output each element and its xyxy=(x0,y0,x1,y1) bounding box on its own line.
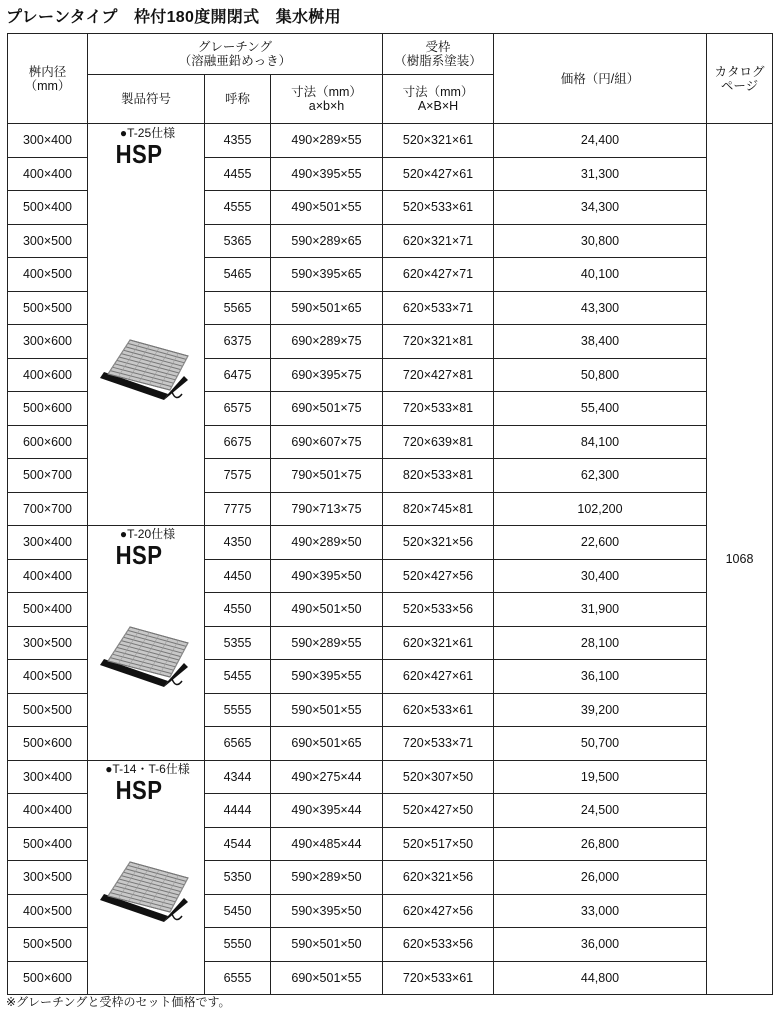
price-cell: 31,300 xyxy=(494,157,707,191)
grating-size-cell: 590×289×50 xyxy=(271,861,383,895)
frame-size-cell: 520×533×56 xyxy=(383,593,494,627)
price-cell: 55,400 xyxy=(494,392,707,426)
grating-product-image xyxy=(98,621,190,693)
product-code-cell xyxy=(88,760,205,995)
grating-size-cell: 690×395×75 xyxy=(271,358,383,392)
frame-size-cell: 620×427×56 xyxy=(383,894,494,928)
load-spec-label: ●T-14・T-6仕様 xyxy=(105,761,190,776)
inner-dim-cell: 400×500 xyxy=(8,258,88,292)
inner-dim-cell: 500×400 xyxy=(8,827,88,861)
grating-size-cell: 490×501×55 xyxy=(271,191,383,225)
grating-size-cell: 590×501×65 xyxy=(271,291,383,325)
catalog-page-cell: 1068 xyxy=(707,124,773,995)
nominal-cell: 5450 xyxy=(205,894,271,928)
price-cell: 34,300 xyxy=(494,191,707,225)
price-cell: 24,500 xyxy=(494,794,707,828)
frame-size-cell: 620×427×61 xyxy=(383,660,494,694)
inner-dim-cell: 500×700 xyxy=(8,459,88,493)
grating-size-cell: 590×395×65 xyxy=(271,258,383,292)
grating-size-cell: 490×289×50 xyxy=(271,526,383,560)
price-cell: 62,300 xyxy=(494,459,707,493)
header-price: 価格（円/組） xyxy=(494,34,707,124)
header-frame: 受枠 （樹脂系塗装） xyxy=(383,34,494,75)
nominal-cell: 5455 xyxy=(205,660,271,694)
frame-size-cell: 820×745×81 xyxy=(383,492,494,526)
nominal-cell: 6475 xyxy=(205,358,271,392)
nominal-cell: 6565 xyxy=(205,727,271,761)
inner-dim-cell: 500×600 xyxy=(8,727,88,761)
nominal-cell: 4544 xyxy=(205,827,271,861)
frame-size-cell: 720×427×81 xyxy=(383,358,494,392)
nominal-cell: 7775 xyxy=(205,492,271,526)
nominal-cell: 4444 xyxy=(205,794,271,828)
product-code-cell xyxy=(88,526,205,761)
inner-dim-cell: 500×400 xyxy=(8,593,88,627)
inner-dim-cell: 300×600 xyxy=(8,325,88,359)
nominal-cell: 5555 xyxy=(205,693,271,727)
grating-size-cell: 490×395×50 xyxy=(271,559,383,593)
grating-size-cell: 490×485×44 xyxy=(271,827,383,861)
inner-dim-cell: 500×400 xyxy=(8,191,88,225)
frame-size-cell: 620×321×56 xyxy=(383,861,494,895)
nominal-cell: 6555 xyxy=(205,961,271,995)
grating-size-cell: 490×501×50 xyxy=(271,593,383,627)
inner-dim-cell: 300×500 xyxy=(8,861,88,895)
price-cell: 24,400 xyxy=(494,124,707,158)
price-cell: 30,800 xyxy=(494,224,707,258)
price-cell: 50,800 xyxy=(494,358,707,392)
price-cell: 36,100 xyxy=(494,660,707,694)
inner-dim-cell: 700×700 xyxy=(8,492,88,526)
table-row xyxy=(8,760,773,794)
grating-size-cell: 590×289×65 xyxy=(271,224,383,258)
nominal-cell: 6575 xyxy=(205,392,271,426)
product-code: HSP xyxy=(115,138,163,169)
grating-size-cell: 490×275×44 xyxy=(271,760,383,794)
grating-size-cell: 490×395×44 xyxy=(271,794,383,828)
frame-size-cell: 520×321×61 xyxy=(383,124,494,158)
grating-size-cell: 690×501×65 xyxy=(271,727,383,761)
load-spec-label: ●T-25仕様 xyxy=(119,125,176,140)
price-cell: 44,800 xyxy=(494,961,707,995)
inner-dim-cell: 400×400 xyxy=(8,559,88,593)
frame-size-cell: 520×307×50 xyxy=(383,760,494,794)
nominal-cell: 4550 xyxy=(205,593,271,627)
nominal-cell: 7575 xyxy=(205,459,271,493)
grating-size-cell: 690×501×55 xyxy=(271,961,383,995)
inner-dim-cell: 400×400 xyxy=(8,157,88,191)
inner-dim-cell: 600×600 xyxy=(8,425,88,459)
inner-dim-cell: 400×500 xyxy=(8,894,88,928)
price-cell: 84,100 xyxy=(494,425,707,459)
price-cell: 38,400 xyxy=(494,325,707,359)
table-row xyxy=(8,526,773,560)
page-title: プレーンタイプ 枠付180度開閉式 集水桝用 xyxy=(6,9,341,26)
price-cell: 26,800 xyxy=(494,827,707,861)
product-code-cell xyxy=(88,124,205,526)
inner-dim-cell: 500×500 xyxy=(8,291,88,325)
product-code: HSP xyxy=(115,774,163,805)
load-spec-label: ●T-20仕様 xyxy=(119,527,176,542)
price-cell: 43,300 xyxy=(494,291,707,325)
grating-size-cell: 790×713×75 xyxy=(271,492,383,526)
price-cell: 30,400 xyxy=(494,559,707,593)
inner-dim-cell: 500×600 xyxy=(8,392,88,426)
frame-size-cell: 520×517×50 xyxy=(383,827,494,861)
frame-size-cell: 820×533×81 xyxy=(383,459,494,493)
header-inner-dim: 桝内径 （mm） xyxy=(8,34,88,124)
price-cell: 26,000 xyxy=(494,861,707,895)
table-body xyxy=(8,124,773,995)
inner-dim-cell: 500×500 xyxy=(8,928,88,962)
nominal-cell: 6675 xyxy=(205,425,271,459)
nominal-cell: 5365 xyxy=(205,224,271,258)
frame-size-cell: 620×533×71 xyxy=(383,291,494,325)
nominal-cell: 4344 xyxy=(205,760,271,794)
frame-size-cell: 720×533×71 xyxy=(383,727,494,761)
table-row xyxy=(8,124,773,158)
grating-size-cell: 590×395×55 xyxy=(271,660,383,694)
header-product-code: 製品符号 xyxy=(88,75,205,124)
grating-size-cell: 590×395×50 xyxy=(271,894,383,928)
header-frame-size: 寸法（mm） A×B×H xyxy=(383,75,494,124)
grating-size-cell: 590×501×50 xyxy=(271,928,383,962)
inner-dim-cell: 300×500 xyxy=(8,224,88,258)
frame-size-cell: 620×533×56 xyxy=(383,928,494,962)
price-cell: 40,100 xyxy=(494,258,707,292)
price-cell: 39,200 xyxy=(494,693,707,727)
nominal-cell: 6375 xyxy=(205,325,271,359)
frame-size-cell: 720×321×81 xyxy=(383,325,494,359)
frame-size-cell: 520×427×50 xyxy=(383,794,494,828)
frame-size-cell: 720×639×81 xyxy=(383,425,494,459)
nominal-cell: 4355 xyxy=(205,124,271,158)
footnote: ※グレーチングと受枠のセット価格です。 xyxy=(6,995,231,1009)
frame-size-cell: 620×427×71 xyxy=(383,258,494,292)
price-cell: 31,900 xyxy=(494,593,707,627)
nominal-cell: 4555 xyxy=(205,191,271,225)
price-cell: 102,200 xyxy=(494,492,707,526)
header-grating: グレーチング （溶融亜鉛めっき） xyxy=(88,34,383,75)
inner-dim-cell: 500×500 xyxy=(8,693,88,727)
grating-size-cell: 690×501×75 xyxy=(271,392,383,426)
product-code: HSP xyxy=(115,540,163,571)
nominal-cell: 5350 xyxy=(205,861,271,895)
inner-dim-cell: 400×600 xyxy=(8,358,88,392)
header-catalog: カタログ ページ xyxy=(707,34,773,124)
price-cell: 36,000 xyxy=(494,928,707,962)
nominal-cell: 4455 xyxy=(205,157,271,191)
frame-size-cell: 720×533×81 xyxy=(383,392,494,426)
price-table xyxy=(7,33,773,995)
nominal-cell: 5565 xyxy=(205,291,271,325)
price-cell: 33,000 xyxy=(494,894,707,928)
grating-size-cell: 590×501×55 xyxy=(271,693,383,727)
header-grating-size: 寸法（mm） a×b×h xyxy=(271,75,383,124)
frame-size-cell: 520×321×56 xyxy=(383,526,494,560)
nominal-cell: 5550 xyxy=(205,928,271,962)
inner-dim-cell: 500×600 xyxy=(8,961,88,995)
grating-size-cell: 690×607×75 xyxy=(271,425,383,459)
inner-dim-cell: 400×400 xyxy=(8,794,88,828)
inner-dim-cell: 300×500 xyxy=(8,626,88,660)
frame-size-cell: 520×427×56 xyxy=(383,559,494,593)
nominal-cell: 5465 xyxy=(205,258,271,292)
price-cell: 22,600 xyxy=(494,526,707,560)
inner-dim-cell: 400×500 xyxy=(8,660,88,694)
inner-dim-cell: 300×400 xyxy=(8,124,88,158)
price-cell: 50,700 xyxy=(494,727,707,761)
grating-size-cell: 490×395×55 xyxy=(271,157,383,191)
grating-size-cell: 690×289×75 xyxy=(271,325,383,359)
grating-product-image xyxy=(98,334,190,406)
header-nominal: 呼称 xyxy=(205,75,271,124)
frame-size-cell: 620×533×61 xyxy=(383,693,494,727)
frame-size-cell: 720×533×61 xyxy=(383,961,494,995)
frame-size-cell: 520×427×61 xyxy=(383,157,494,191)
frame-size-cell: 620×321×61 xyxy=(383,626,494,660)
nominal-cell: 4350 xyxy=(205,526,271,560)
frame-size-cell: 620×321×71 xyxy=(383,224,494,258)
price-cell: 19,500 xyxy=(494,760,707,794)
nominal-cell: 4450 xyxy=(205,559,271,593)
grating-size-cell: 590×289×55 xyxy=(271,626,383,660)
price-cell: 28,100 xyxy=(494,626,707,660)
inner-dim-cell: 300×400 xyxy=(8,760,88,794)
grating-size-cell: 490×289×55 xyxy=(271,124,383,158)
frame-size-cell: 520×533×61 xyxy=(383,191,494,225)
inner-dim-cell: 300×400 xyxy=(8,526,88,560)
grating-product-image xyxy=(98,856,190,928)
nominal-cell: 5355 xyxy=(205,626,271,660)
grating-size-cell: 790×501×75 xyxy=(271,459,383,493)
